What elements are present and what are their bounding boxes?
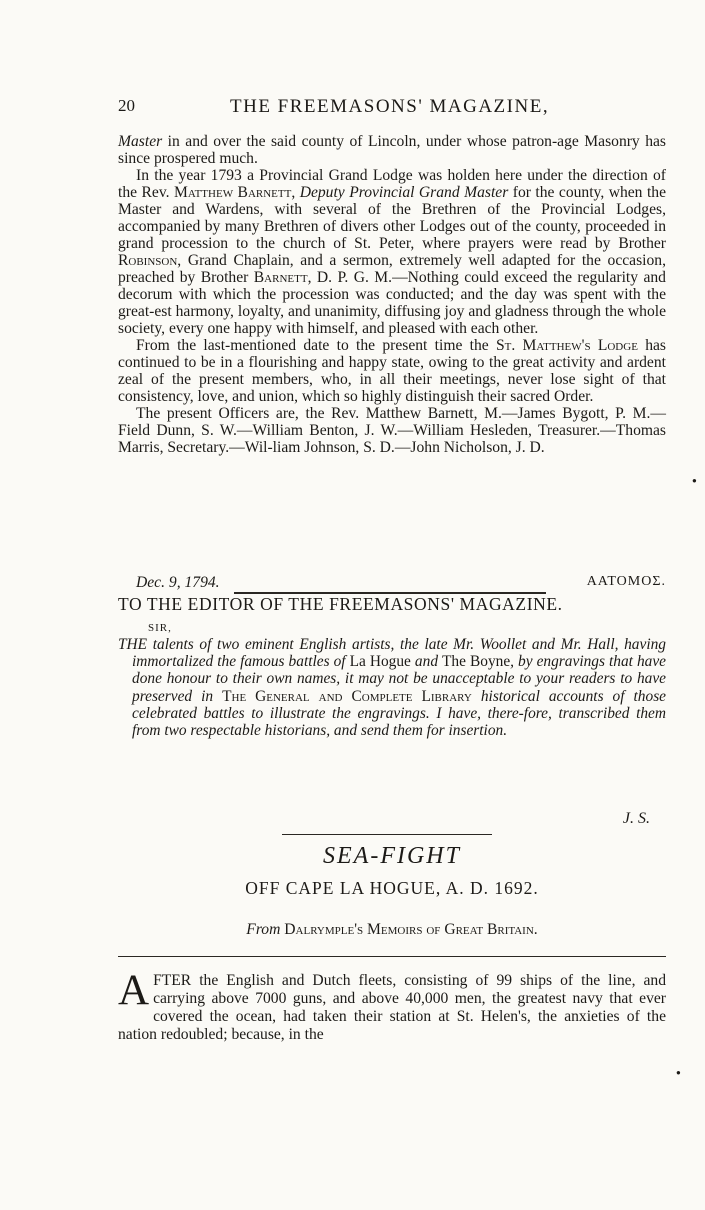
paragraph-3	[118, 337, 666, 405]
source-underline	[118, 956, 666, 957]
italic-title: Deputy Provincial Grand Master	[299, 184, 509, 201]
paragraph-text: , Grand Chaplain, and a sermon, extremely well adapted for the occasion, preached by Brother	[118, 252, 666, 286]
paragraph-text: has continued to be in a flourishing and happy state, owing to the great activity and ardent zeal of the present members, who, in all their meetings, never lose sight of that consistency, love, and union, which so highly distinguish their sacred Order.	[118, 337, 666, 405]
italic-term: Master	[118, 133, 163, 150]
drop-cap: A	[118, 967, 150, 1014]
paragraph-text: for the county, when the Master and Wardens, with several of the Brethren of the Provincial Lodges, accompanied by many Brethren of divers other Lodges out of the county, proceeded in grand procession to the church of St. Peter, where prayers were read by Brother	[118, 184, 666, 252]
source-title: Dalrymple's Memoirs of Great Britain.	[284, 921, 538, 938]
lodge-name: St. Matthew's Lodge	[495, 337, 638, 354]
page-number: 20	[118, 96, 135, 115]
person-name: Barnett	[253, 269, 308, 286]
letter-text: THE talents of two eminent English artists, the late Mr. Woollet and Mr. Hall, having immortalized the famous battles of	[118, 636, 666, 671]
sea-fight-body	[118, 967, 666, 1044]
paragraph-text: From the last-mentioned date to the present time the	[136, 337, 496, 354]
article-date: Dec. 9, 1794.	[136, 574, 220, 591]
page-header	[118, 96, 668, 122]
article-signature: ΑΑΤΟΜΟΣ.	[586, 574, 666, 589]
letter-heading: TO THE EDITOR OF THE FREEMASONS' MAGAZINE.	[118, 594, 563, 614]
battle-name: The Boyne	[442, 653, 511, 671]
paragraph-1	[118, 133, 666, 167]
battle-name: La Hogue	[349, 653, 411, 671]
section-divider-short	[282, 834, 492, 835]
person-name: Matthew Barnett	[174, 184, 292, 201]
margin-speck: ●	[676, 1068, 681, 1077]
letter-salutation: SIR,	[148, 622, 172, 634]
letter-text: , by engravings that have done honour to their own names, it may not be unacceptable to your readers to have preserved in	[132, 653, 667, 705]
letter-paragraph	[118, 636, 666, 739]
body-text: the English and Dutch fleets, consisting of 99 ships of the line, and carrying above 7000 guns, and above 40,000 men, the greatest navy that ever covered the ocean, had taken their station at St. Helen's, the anxieties of the nation redoubled; because, in the	[118, 972, 666, 1043]
paragraph-2	[118, 167, 666, 337]
paragraph-4: The present Officers are, the Rev. Matthew Barnett, M.—James Bygott, P. M.—Field Dunn, S. W.—William Benton, J. W.—William Hesleden, Treasurer.—Thomas Marris, Secretary.—Wil-liam Johnson, S. D.—John Nicholson, J. D.	[118, 405, 666, 456]
paragraph-text: ,	[291, 184, 300, 201]
letter-body	[118, 636, 666, 739]
running-head: THE FREEMASONS' MAGAZINE,	[230, 96, 550, 117]
article-source	[118, 921, 666, 939]
person-name: Robinson	[118, 252, 178, 269]
letter-signature: J. S.	[622, 810, 650, 827]
article-subtitle: OFF CAPE LA HOGUE, A. D. 1692.	[245, 878, 539, 898]
margin-speck: ●	[692, 476, 697, 485]
paragraph-text: , D. P. G. M.—Nothing could exceed the regularity and decorum with which the procession was conducted; and the day was spent with the great-est harmony, loyalty, and unanimity, diffusing joy and gladness through the whole society, every one happy with himself, and pleased with each other.	[118, 269, 666, 337]
article-lodge-history	[118, 133, 666, 456]
paragraph-text: in and over the said county of Lincoln, under whose patron-age Masonry has since prospered much.	[118, 133, 666, 167]
source-prefix: From	[246, 921, 281, 938]
publication-name: The General and Complete Library	[222, 687, 472, 705]
letter-text: historical accounts of those celebrated battles to illustrate the engravings. I have, there-fore, transcribed them from two respectable historians, and send them for insertion.	[132, 687, 667, 740]
first-word: FTER	[153, 972, 192, 989]
letter-text: and	[410, 653, 443, 671]
article-title: SEA-FIGHT	[323, 843, 461, 869]
paragraph-text: In the year 1793 a Provincial Grand Lodge was holden here under the direction of the Rev.	[118, 167, 666, 201]
